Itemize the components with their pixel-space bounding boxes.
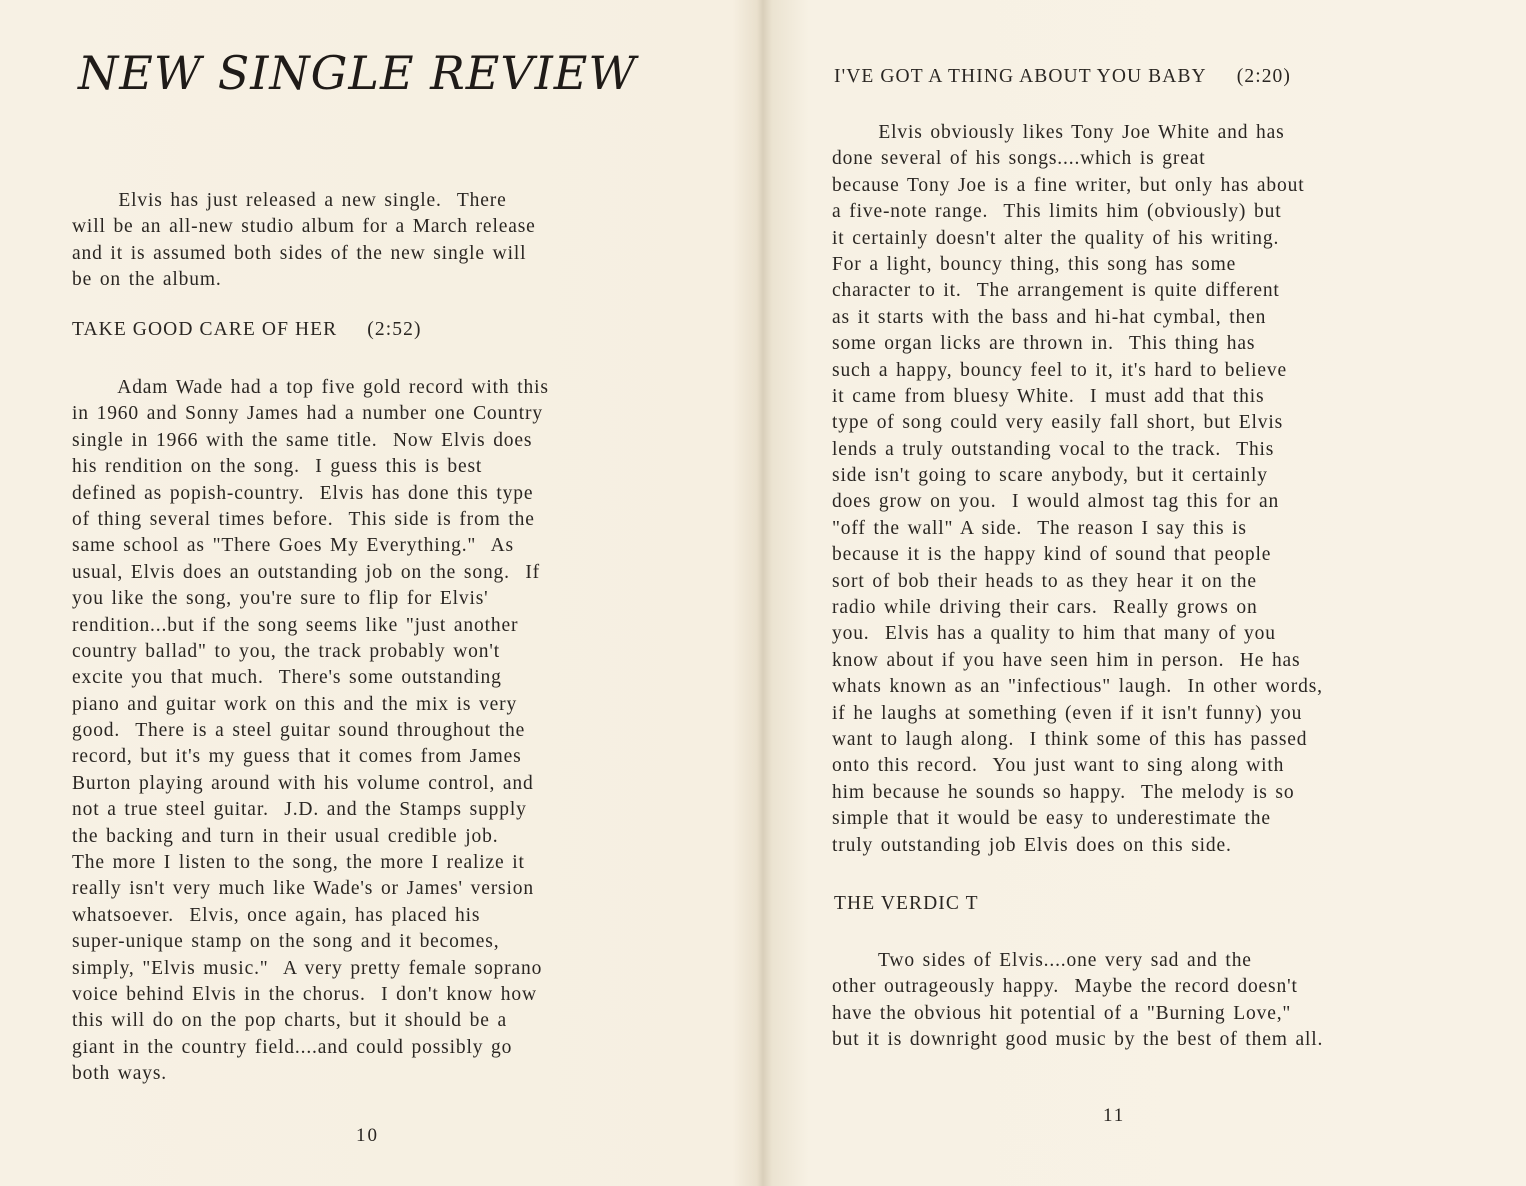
text-line: country ballad" to you, the track probably won't — [72, 640, 501, 662]
text-line: have the obvious hit potential of a "Burning Love," — [832, 1002, 1292, 1024]
text-line: giant in the country field....and could possibly go — [72, 1036, 513, 1058]
text-line: "off the wall" A side. The reason I say this is — [832, 517, 1247, 539]
text-line: excite you that much. There's some outstanding — [72, 667, 502, 689]
text-line: same school as "There Goes My Everything." As — [72, 535, 514, 557]
text-line: Two sides of Elvis....one very sad and the — [832, 950, 1252, 971]
text-line: you. Elvis has a quality to him that many of you — [832, 623, 1276, 645]
text-line: Adam Wade had a top five gold record with this — [72, 377, 549, 398]
text-line: both ways. — [72, 1063, 167, 1085]
song-title: TAKE GOOD CARE OF HER — [72, 319, 338, 340]
text-line: in 1960 and Sonny James had a number one Country — [72, 403, 543, 425]
text-line: Elvis obviously likes Tony Joe White and has — [832, 122, 1285, 143]
text-line: rendition...but if the song seems like "just another — [72, 614, 519, 636]
text-line: character to it. The arrangement is quite different — [832, 280, 1280, 302]
page-number-right: 11 — [1103, 1105, 1126, 1126]
text-line: you like the song, you're sure to flip for Elvis' — [72, 588, 489, 610]
text-line: voice behind Elvis in the chorus. I don't know how — [72, 983, 537, 1005]
text-line: if he laughs at something (even if it isn't funny) you — [832, 702, 1303, 724]
text-line: will be an all-new studio album for a March release — [72, 216, 536, 238]
review-paragraph-take-good-care — [72, 375, 549, 1088]
text-line: not a true steel guitar. J.D. and the Stamps supply — [72, 799, 527, 821]
text-line: because it is the happy kind of sound that people — [832, 544, 1272, 566]
text-line: as it starts with the bass and hi-hat cymbal, then — [832, 306, 1267, 328]
song-heading-take-good-care — [72, 319, 422, 341]
text-line: this will do on the pop charts, but it should be a — [72, 1010, 507, 1032]
text-line: truly outstanding job Elvis does on this side. — [832, 834, 1232, 856]
text-line: know about if you have seen him in person. He has — [832, 649, 1301, 671]
text-line: Elvis has just released a new single. There — [72, 190, 507, 211]
text-line: simple that it would be easy to underestimate the — [832, 808, 1271, 830]
text-line: some organ licks are thrown in. This thing has — [832, 333, 1256, 355]
text-line: The more I listen to the song, the more I realize it — [72, 852, 525, 874]
text-line: super-unique stamp on the song and it becomes, — [72, 931, 500, 953]
text-line: but it is downright good music by the best of them all. — [832, 1029, 1324, 1051]
text-line: his rendition on the song. I guess this is best — [72, 456, 483, 478]
right-page — [764, 0, 1526, 1186]
text-line: it certainly doesn't alter the quality of his writing. — [832, 227, 1280, 249]
text-line: him because he sounds so happy. The melody is so — [832, 781, 1295, 803]
verdict-paragraph — [832, 948, 1323, 1054]
song-duration: (2:52) — [367, 319, 422, 340]
text-line: because Tony Joe is a fine writer, but only has about — [832, 174, 1305, 196]
song-title: I'VE GOT A THING ABOUT YOU BABY — [834, 66, 1207, 87]
text-line: whats known as an "infectious" laugh. In other words, — [832, 676, 1323, 698]
text-line: does grow on you. I would almost tag this for an — [832, 491, 1280, 513]
text-line: be on the album. — [72, 269, 222, 291]
text-line: it came from bluesy White. I must add that this — [832, 385, 1265, 407]
text-line: piano and guitar work on this and the mix is very — [72, 693, 518, 715]
page-title: NEW SINGLE REVIEW — [78, 46, 637, 100]
text-line: a five-note range. This limits him (obviously) but — [832, 201, 1282, 223]
text-line: whatsoever. Elvis, once again, has placed his — [72, 904, 481, 926]
text-line: single in 1966 with the same title. Now Elvis does — [72, 429, 533, 451]
text-line: done several of his songs....which is great — [832, 148, 1206, 170]
text-line: and it is assumed both sides of the new single will — [72, 242, 527, 264]
text-line: radio while driving their cars. Really grows on — [832, 597, 1258, 619]
text-line: really isn't very much like Wade's or James' version — [72, 878, 534, 900]
review-paragraph-thing-about-you-baby — [832, 120, 1323, 859]
text-line: defined as popish-country. Elvis has done this type — [72, 482, 534, 504]
text-line: want to laugh along. I think some of this has passed — [832, 728, 1308, 750]
text-line: sort of bob their heads to as they hear it on the — [832, 570, 1257, 592]
song-heading-thing-about-you-baby — [834, 66, 1291, 88]
text-line: record, but it's my guess that it comes from James — [72, 746, 522, 768]
verdict-heading: THE VERDIC T — [834, 893, 979, 914]
left-page — [0, 0, 762, 1186]
text-line: type of song could very easily fall short, but Elvis — [832, 412, 1284, 434]
text-line: simply, "Elvis music." A very pretty female soprano — [72, 957, 543, 979]
text-line: lends a truly outstanding vocal to the track. This — [832, 438, 1275, 460]
text-line: good. There is a steel guitar sound throughout the — [72, 720, 526, 742]
text-line: the backing and turn in their usual credible job. — [72, 825, 499, 847]
text-line: usual, Elvis does an outstanding job on the song. If — [72, 561, 541, 583]
text-line: other outrageously happy. Maybe the record doesn't — [832, 976, 1298, 998]
text-line: For a light, bouncy thing, this song has some — [832, 253, 1237, 275]
text-line: side isn't going to scare anybody, but it certainly — [832, 465, 1268, 487]
text-line: of thing several times before. This side is from the — [72, 508, 535, 530]
text-line: such a happy, bouncy feel to it, it's hard to believe — [832, 359, 1288, 381]
text-line: onto this record. You just want to sing along with — [832, 755, 1285, 777]
page-number-left: 10 — [356, 1125, 379, 1146]
intro-paragraph — [72, 188, 536, 294]
text-line: Burton playing around with his volume control, and — [72, 772, 534, 794]
song-duration: (2:20) — [1236, 66, 1292, 87]
